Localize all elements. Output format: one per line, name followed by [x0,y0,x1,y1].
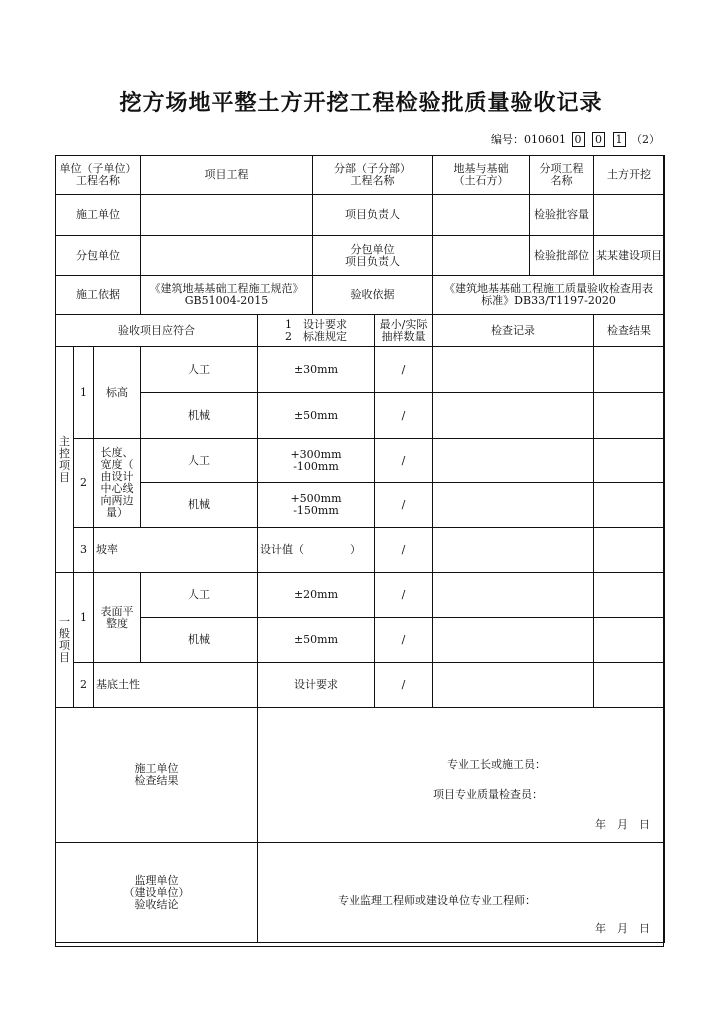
main-name-3: 坡率 [94,528,258,573]
general-record-3[interactable] [433,663,594,708]
item-label-line1: 分项工程 [539,162,584,175]
sub-manager-line2: 项目负责人 [345,254,401,268]
accept-basis-line1: 《建筑地基基础工程施工质量验收检查用表 [444,282,654,295]
col-design-line2: 2 标准规定 [285,329,348,343]
accept-basis-label: 验收依据 [313,276,433,315]
sub-manager-value[interactable] [433,236,530,276]
main-sample-5[interactable]: / [375,528,433,573]
general-record-1[interactable] [433,573,594,618]
batch-capacity-label: 检验批容量 [530,195,594,236]
general-std-1: ±20mm [258,573,375,618]
construct-check-sign-area[interactable] [258,708,665,843]
general-no-1: 1 [74,573,94,663]
main-name-1: 标高 [94,347,141,439]
part-label-line2: 工程名称 [350,174,395,187]
main-record-1[interactable] [433,347,594,393]
part-value-line2: （土石方） [453,174,509,187]
main-record-5[interactable] [433,528,594,573]
general-result-1[interactable] [594,573,665,618]
basis-value-cell[interactable] [141,276,313,315]
construct-check-line2: 检查结果 [134,774,179,787]
part-label-cell [313,156,433,195]
general-name-1 [94,573,141,663]
main-sample-3[interactable]: / [375,439,433,483]
sub-manager-line1: 分包单位 [350,242,395,256]
main-row-2 [56,393,665,439]
general-std-3: 设计要求 [258,663,375,708]
inspection-form [55,155,665,943]
sub-manager-label-cell [313,236,433,276]
main-group-char4: 目 [59,470,70,484]
col-sample-line1: 最小/实际 [379,317,428,331]
main-row-1 [56,347,665,393]
main-row-4 [56,483,665,528]
general-group-char4: 目 [59,651,70,664]
main-row-3 [56,439,665,483]
column-header-row [56,315,665,347]
item-value[interactable]: 土方开挖 [594,156,665,195]
main-std-3-line1: +300mm [290,447,342,461]
part-label-line1: 分部（子分部） [334,162,412,175]
col-sample-cell [375,315,433,347]
main-name-2-line5: 向两边 [100,494,134,507]
supervise-line1: 监理单位 [134,873,179,887]
header-row-basis [56,276,665,315]
general-sub-1: 人工 [141,573,258,618]
construct-unit-label: 施工单位 [56,195,141,236]
main-group-label [56,347,74,573]
accept-basis-line2: 标准》DB33/T1197-2020 [481,294,616,307]
main-group-char3: 项 [59,458,70,472]
batch-location-value[interactable]: 某某建设项目 [594,236,665,276]
general-std-2: ±50mm [258,618,375,663]
general-sub-2: 机械 [141,618,258,663]
main-sub-4: 机械 [141,483,258,528]
general-name-2: 基底土性 [94,663,258,708]
main-sample-2[interactable]: / [375,393,433,439]
main-name-2 [94,439,141,528]
main-record-3[interactable] [433,439,594,483]
header-row-subcontract [56,236,665,276]
main-name-2-line1: 长度、 [100,446,134,459]
foreman-signature-label: 专业工长或施工员： [447,758,547,771]
general-name-1-line2: 整度 [106,616,128,630]
main-std-5[interactable] [258,528,375,573]
header-row-project [56,156,665,195]
main-sub-2: 机械 [141,393,258,439]
sub-unit-label: 分包单位 [56,236,141,276]
col-design-cell [258,315,375,347]
construct-check-row [56,708,665,843]
general-row-1 [56,573,665,618]
main-name-2-line3: 由设计 [100,470,134,483]
main-sample-1[interactable]: / [375,347,433,393]
main-std-5-close: ） [350,543,362,556]
general-sample-3[interactable]: / [375,663,433,708]
general-sample-1[interactable]: / [375,573,433,618]
project-manager-label: 项目负责人 [313,195,433,236]
basis-value-line1: 《建筑地基基础工程施工规范》 [149,282,304,295]
general-group-label [56,573,74,708]
code-suffix: （2） [631,133,660,146]
unit-label-line1: 单位（子单位） [59,162,137,175]
unit-label-line2: 工程名称 [76,174,120,187]
item-label-line2: 名称 [550,174,573,187]
batch-location-label: 检验批部位 [530,236,594,276]
main-std-5-label: 设计值（ [260,543,305,556]
construct-check-date: 年 月 日 [595,818,651,831]
project-manager-value[interactable] [433,195,530,236]
record-code [491,131,660,147]
sub-unit-value[interactable] [141,236,313,276]
inspector-signature-label: 项目专业质量检查员： [433,788,544,801]
header-row-construct [56,195,665,236]
page-title: 挖方场地平整土方开挖工程检验批质量验收记录 [119,91,603,116]
supervise-line2: （建设单位） [123,885,190,899]
main-name-2-line4: 中心线 [100,482,134,495]
main-row-5 [56,528,665,573]
col-record: 检查记录 [433,315,594,347]
supervise-line3: 验收结论 [134,897,179,911]
main-std-2: ±50mm [258,393,375,439]
main-group-char2: 控 [59,446,70,460]
supervise-sign-area[interactable] [258,843,665,943]
general-no-2: 2 [74,663,94,708]
supervise-date: 年 月 日 [595,922,651,935]
general-name-1-line1: 表面平 [100,604,134,618]
main-name-2-line2: 宽度（ [100,458,134,471]
general-group-char1: 一 [59,615,70,628]
main-std-3 [258,439,375,483]
main-std-4-line2: -150mm [293,504,339,517]
supervise-label [56,843,258,943]
main-result-5[interactable] [594,528,665,573]
general-result-3[interactable] [594,663,665,708]
code-box-1[interactable]: 0 [572,132,585,147]
general-row-3 [56,663,665,708]
item-label-cell [530,156,594,195]
main-result-3[interactable] [594,439,665,483]
main-std-3-line2: -100mm [293,459,339,473]
batch-capacity-value[interactable] [594,195,665,236]
main-group-char1: 主 [59,434,70,448]
basis-label: 施工依据 [56,276,141,315]
construct-unit-value[interactable] [141,195,313,236]
basis-value-line2: GB51004-2015 [184,294,269,307]
main-sub-3: 人工 [141,439,258,483]
main-std-4-line1: +500mm [290,492,342,505]
code-label: 编号：010601 [491,133,566,146]
general-record-2[interactable] [433,618,594,663]
main-result-2[interactable] [594,393,665,439]
general-group-char3: 项 [59,639,70,652]
supervise-engineer-label: 专业监理工程师或建设单位专业工程师： [338,894,537,907]
col-item-req: 验收项目应符合 [56,315,258,347]
code-box-3[interactable]: 1 [613,132,626,147]
construct-check-line1: 施工单位 [134,762,179,775]
col-design-line1: 1 设计要求 [285,317,348,331]
accept-basis-value-cell[interactable] [433,276,665,315]
main-no-3: 3 [74,528,94,573]
construct-check-label [56,708,258,843]
main-std-1: ±30mm [258,347,375,393]
unit-label-cell [56,156,141,195]
general-result-2[interactable] [594,618,665,663]
main-no-2: 2 [74,439,94,528]
part-value-cell[interactable] [433,156,530,195]
col-result: 检查结果 [594,315,665,347]
col-sample-line2: 抽样数量 [381,329,426,343]
main-sample-4[interactable]: / [375,483,433,528]
code-box-2[interactable]: 0 [592,132,605,147]
main-result-4[interactable] [594,483,665,528]
main-name-2-line6: 量） [106,506,128,519]
main-record-2[interactable] [433,393,594,439]
general-row-2 [56,618,665,663]
supervise-row [56,843,665,943]
main-std-4 [258,483,375,528]
main-sub-1: 人工 [141,347,258,393]
unit-value[interactable]: 项目工程 [141,156,313,195]
main-record-4[interactable] [433,483,594,528]
main-result-1[interactable] [594,347,665,393]
part-value-line1: 地基与基础 [453,162,509,175]
main-no-1: 1 [74,347,94,439]
general-sample-2[interactable]: / [375,618,433,663]
general-group-char2: 般 [59,627,70,640]
